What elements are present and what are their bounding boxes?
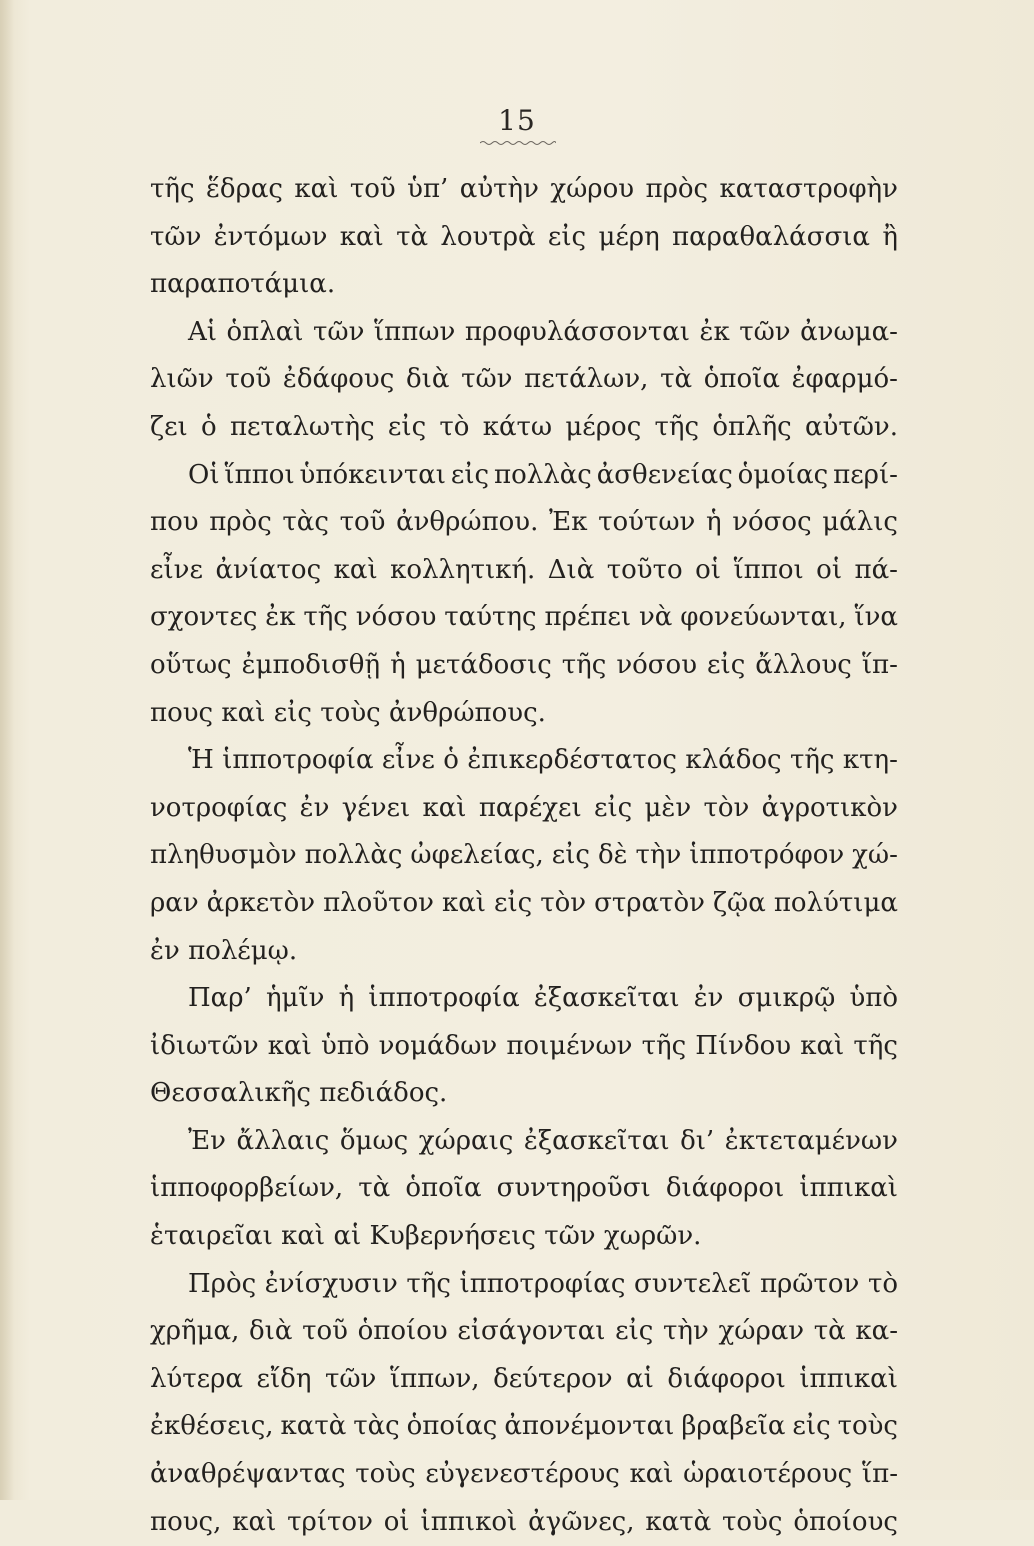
word: ἡ [338, 983, 355, 1014]
word: καταστροφὴν [719, 174, 898, 204]
word: ἑταιρεῖαι [150, 1221, 273, 1252]
word: τῆς [641, 1030, 687, 1061]
text-line [150, 1308, 898, 1356]
word: ἡ [390, 649, 406, 680]
word: ἐφαρμό- [791, 364, 898, 395]
word: εἰς [387, 411, 427, 442]
word: δι’ [680, 1125, 715, 1156]
word: κατὰ [645, 1506, 712, 1537]
word: ὁποίους [793, 1506, 898, 1537]
word: που [150, 507, 199, 538]
text-line [150, 785, 898, 833]
word: ὁπλαὶ [226, 316, 304, 347]
word: ἡ [705, 507, 722, 538]
word: λιῶν [150, 364, 214, 395]
word: κτη- [842, 745, 898, 776]
word: Πρὸς [188, 1268, 257, 1299]
word: πολλὰς [494, 459, 592, 490]
word: Κυβερνήσεις [369, 1221, 536, 1252]
word: τοῦ [302, 1316, 348, 1347]
word: τὰ [358, 1173, 391, 1204]
word: σμικρῷ [737, 983, 836, 1014]
word: καὶ [800, 1030, 845, 1061]
body-text [150, 166, 898, 1546]
word: ἵππων [373, 316, 456, 347]
word: μέρος [565, 411, 642, 442]
word: χωρῶν. [603, 1221, 702, 1252]
word: χώραις [418, 1125, 514, 1156]
word: γένει [341, 792, 411, 823]
word: ἄλλαις [236, 1125, 330, 1156]
text-line [150, 594, 898, 642]
word: Ἐν [188, 1125, 226, 1156]
word: εἰς [707, 649, 746, 680]
word: παρέχει [478, 792, 582, 823]
word: Πίνδου [695, 1030, 792, 1061]
word: ἢ [882, 221, 898, 252]
word: ἰδιωτῶν [150, 1030, 259, 1061]
word: εἶνε [381, 745, 435, 776]
text-line [150, 547, 898, 595]
text-line [150, 452, 898, 500]
word: Οἱ [188, 459, 220, 490]
word: ἱπποτρόφον [689, 840, 845, 871]
word: ὁ [443, 745, 459, 776]
page-number: 15 [498, 104, 536, 137]
word: τὸ [867, 1268, 898, 1299]
word: ὁ [201, 411, 217, 442]
word: Θεσσαλικῆς [150, 1078, 311, 1109]
word: καὶ [281, 1221, 326, 1252]
word: χώ- [852, 840, 898, 871]
word: συντελεῖ [633, 1268, 752, 1299]
word: ἄλλους [755, 649, 852, 680]
word: κατὰ [280, 1411, 347, 1442]
text-line [150, 261, 898, 309]
word: τῶν [544, 1221, 596, 1252]
word: πρῶτον [759, 1268, 860, 1299]
word: διὰ [405, 364, 450, 395]
word: ἱπποφορβείων, [150, 1173, 344, 1204]
word: πολλὰς [304, 840, 403, 871]
word: τῆς [150, 174, 195, 204]
word: Ἐκ [549, 507, 588, 538]
word: κα- [855, 1316, 898, 1347]
word: πους [150, 697, 214, 728]
word: διὰ [249, 1316, 293, 1347]
word: τούτων [598, 507, 696, 538]
word: συντηροῦσι [496, 1173, 651, 1204]
text-line [150, 1213, 898, 1261]
word: τὸ [439, 411, 470, 442]
word: τὴν [663, 1316, 709, 1347]
word: ἀνωμα- [800, 316, 898, 347]
word: προφυλάσσονται [464, 316, 690, 347]
word: τῆς [561, 649, 607, 680]
word: πλοῦτον [323, 887, 434, 918]
word: πρέπει [544, 602, 632, 633]
word: διάφοροι [665, 1173, 785, 1204]
word: πολέμῳ. [188, 935, 298, 966]
text-line [150, 690, 898, 738]
word: ὁποίου [357, 1316, 448, 1347]
word: ὑπόκεινται [299, 459, 446, 490]
word: χώρου [550, 174, 635, 204]
word: πεταλωτὴς [229, 411, 375, 442]
word: εἴδη [256, 1363, 312, 1394]
text-line [150, 880, 898, 928]
word: αὐτὴν [459, 174, 539, 204]
word: τῆς [789, 745, 835, 776]
word: ἐν [150, 935, 180, 966]
word: κολλητική. [390, 554, 536, 585]
word: ἐν [299, 792, 330, 823]
word: τῆς [654, 411, 700, 442]
word: οἱ [816, 554, 843, 585]
word: μὲν [644, 792, 692, 823]
word: εἶνε [150, 554, 203, 585]
word: τὰς [282, 507, 329, 538]
word: ὁποίας [406, 1411, 498, 1442]
word: τοῦ [339, 507, 386, 538]
word: τῶν [739, 316, 791, 347]
text-line [150, 1070, 898, 1118]
word: εἰς [792, 1411, 831, 1442]
word: καὶ [339, 221, 384, 252]
word: ἵπποι [733, 554, 804, 585]
word: τὰ [813, 1316, 846, 1347]
word: ἀνίατος [215, 554, 322, 585]
word: ἐνίσχυσιν [264, 1268, 398, 1299]
word: ἀγροτικὸν [761, 792, 898, 823]
word: ἵπ- [861, 1459, 898, 1490]
word: σχοντες [150, 602, 258, 633]
page-number-ornament [480, 140, 556, 146]
word: ὁποῖα [703, 364, 780, 395]
word: Ἡ [188, 745, 214, 776]
word: εἰς [551, 840, 590, 871]
word: ὑπὸ [849, 983, 898, 1014]
word: ἐκ [265, 602, 296, 633]
word: ἐδάφους [282, 364, 395, 395]
word: ἕδρας [205, 174, 283, 204]
word: ἱππικοὶ [420, 1506, 518, 1537]
word: τῶν [324, 1363, 377, 1394]
word: παραθαλάσσια [672, 221, 870, 252]
word: ἀνθρώπους. [389, 697, 546, 728]
word: ἐκτεταμένων [724, 1125, 898, 1156]
word: δὲ [597, 840, 628, 871]
binding-shadow [0, 0, 14, 1500]
word: πεδιάδος. [319, 1078, 448, 1109]
word: ἱπποτροφία [222, 745, 374, 776]
word: ἡμῖν [265, 983, 325, 1014]
word: πους, [150, 1506, 222, 1537]
word: ἱππικαὶ [799, 1173, 898, 1204]
word: ἀναθρέψαντας [150, 1459, 346, 1490]
word: κάτω [482, 411, 553, 442]
text-line [150, 1499, 898, 1546]
text-line [150, 1356, 898, 1404]
word: ἐκθέσεις, [150, 1411, 274, 1442]
word: καὶ [422, 792, 467, 823]
word: οἱ [383, 1506, 410, 1537]
word: νὰ [638, 602, 673, 633]
word: τῶν [313, 316, 365, 347]
word: μετάδοσις [415, 649, 552, 680]
word: καὶ [629, 1459, 674, 1490]
word: λύτερα [150, 1363, 243, 1394]
word: καὶ [232, 1506, 277, 1537]
word: πετάλων, [524, 364, 649, 395]
word: εἰς [547, 221, 587, 252]
text-line [150, 1165, 898, 1213]
word: ἀγῶνες, [528, 1506, 635, 1537]
word: ραν [150, 887, 199, 918]
word: οὕτως [150, 649, 232, 680]
word: νομάδων [378, 1030, 498, 1061]
word: καὶ [441, 887, 486, 918]
word: καὶ [294, 174, 339, 204]
word: τῶν [150, 221, 202, 252]
word: νοτροφίας [150, 792, 288, 823]
word: αἱ [333, 1221, 362, 1252]
word: τοὺς [722, 1506, 783, 1537]
word: τὰ [396, 221, 429, 252]
word: πληθυσμὸν [150, 840, 297, 871]
word: ὠφελείας, [410, 840, 544, 871]
word: οἱ [695, 554, 721, 585]
word: ἀρκετὸν [206, 887, 316, 918]
word: ἐν [693, 983, 724, 1014]
word: ὁποῖα [405, 1173, 482, 1204]
word: εὐγενεστέρους [425, 1459, 620, 1490]
word: ἀσθενείας [596, 459, 733, 490]
word: πρὸς [645, 174, 709, 204]
word: βραβεῖα [681, 1411, 786, 1442]
word: καὶ [221, 697, 266, 728]
word: μέρη [598, 221, 660, 252]
word: ἐπικερδέστατος [467, 745, 677, 776]
text-line [150, 1118, 898, 1166]
word: ἵπ- [861, 649, 898, 680]
word: τῶν [461, 364, 513, 395]
word: ἐμποδισθῇ [241, 649, 381, 680]
word: εἰς [615, 1316, 654, 1347]
word: ἵνα [854, 602, 898, 633]
word: χρῆμα, [150, 1316, 240, 1347]
word: ἱπποτροφίας [459, 1268, 626, 1299]
word: εἰσάγονται [457, 1316, 606, 1347]
text-line [150, 404, 898, 452]
word: ἐξασκεῖται [523, 1125, 670, 1156]
text-line [150, 1023, 898, 1071]
word: περί- [833, 459, 898, 490]
text-line [150, 975, 898, 1023]
word: τὰ [660, 364, 693, 395]
word: ζῷα [712, 887, 766, 918]
word: καὶ [333, 554, 378, 585]
text-line [150, 499, 898, 547]
text-line [150, 1451, 898, 1499]
text-line [150, 1403, 898, 1451]
text-line [150, 356, 898, 404]
word: εἰς [273, 697, 312, 728]
word: αἱ [626, 1363, 654, 1394]
word: ὁμοίας [737, 459, 829, 490]
word: ὁπλῆς [712, 411, 792, 442]
word: δεύτερον [493, 1363, 613, 1394]
word: καὶ [267, 1030, 312, 1061]
text-line [150, 309, 898, 357]
word: Διὰ [547, 554, 595, 585]
word: παραποτάμια. [150, 269, 336, 300]
text-line [150, 214, 898, 262]
word: τῆς [406, 1268, 451, 1299]
word: ὅμως [339, 1125, 409, 1156]
text-line [150, 737, 898, 785]
word: νόσου [355, 602, 437, 633]
text-line [150, 642, 898, 690]
word: τοὺς [355, 1459, 416, 1490]
word: τοὺς [837, 1411, 898, 1442]
word: αὐτῶν. [804, 411, 898, 442]
word: πολύτιμα [773, 887, 898, 918]
word: τὸν [703, 792, 750, 823]
word: ἀπονέμονται [504, 1411, 675, 1442]
word: τὴν [635, 840, 682, 871]
word: τὰς [353, 1411, 400, 1442]
text-line [150, 832, 898, 880]
word: λουτρὰ [440, 221, 536, 252]
word: Παρ’ [188, 983, 252, 1014]
word: ποιμένων [506, 1030, 633, 1061]
text-line [150, 1261, 898, 1309]
word: πρὸς [209, 507, 272, 538]
word: εἰς [450, 459, 490, 490]
word: νόσου [616, 649, 698, 680]
word: ζει [150, 411, 188, 442]
word: τοῦτο [606, 554, 683, 585]
word: ἵππων, [389, 1363, 480, 1394]
word: εἰς [593, 792, 633, 823]
word: τὸν [540, 887, 587, 918]
word: ἐκ [699, 316, 730, 347]
word: διάφοροι [667, 1363, 786, 1394]
word: φονεύωνται, [680, 602, 847, 633]
word: ἱπποτροφία [368, 983, 520, 1014]
word: Αἱ [188, 316, 217, 347]
word: τοῦ [349, 174, 396, 204]
word: τῆς [303, 602, 348, 633]
word: ταύτης [444, 602, 537, 633]
text-line [150, 166, 898, 214]
word: ἱππικαὶ [799, 1363, 898, 1394]
word: τῆς [853, 1030, 898, 1061]
word: χώραν [718, 1316, 805, 1347]
word: ὡραιοτέρους [683, 1459, 853, 1490]
word: κλάδος [685, 745, 782, 776]
word: τρίτον [287, 1506, 373, 1537]
text-line [150, 928, 898, 976]
word: ὑπ’ [407, 174, 449, 204]
word: νόσος [732, 507, 812, 538]
word: ἵπποι [224, 459, 295, 490]
word: ἐντόμων [213, 221, 328, 252]
word: πά- [854, 554, 898, 585]
word: ἀνθρώπου. [396, 507, 539, 538]
word: στρατὸν [594, 887, 705, 918]
word: μάλις [822, 507, 898, 538]
word: εἰς [494, 887, 533, 918]
word: τοὺς [320, 697, 381, 728]
word: ὑπὸ [320, 1030, 370, 1061]
word: ἐξασκεῖται [533, 983, 680, 1014]
word: τοῦ [225, 364, 272, 395]
